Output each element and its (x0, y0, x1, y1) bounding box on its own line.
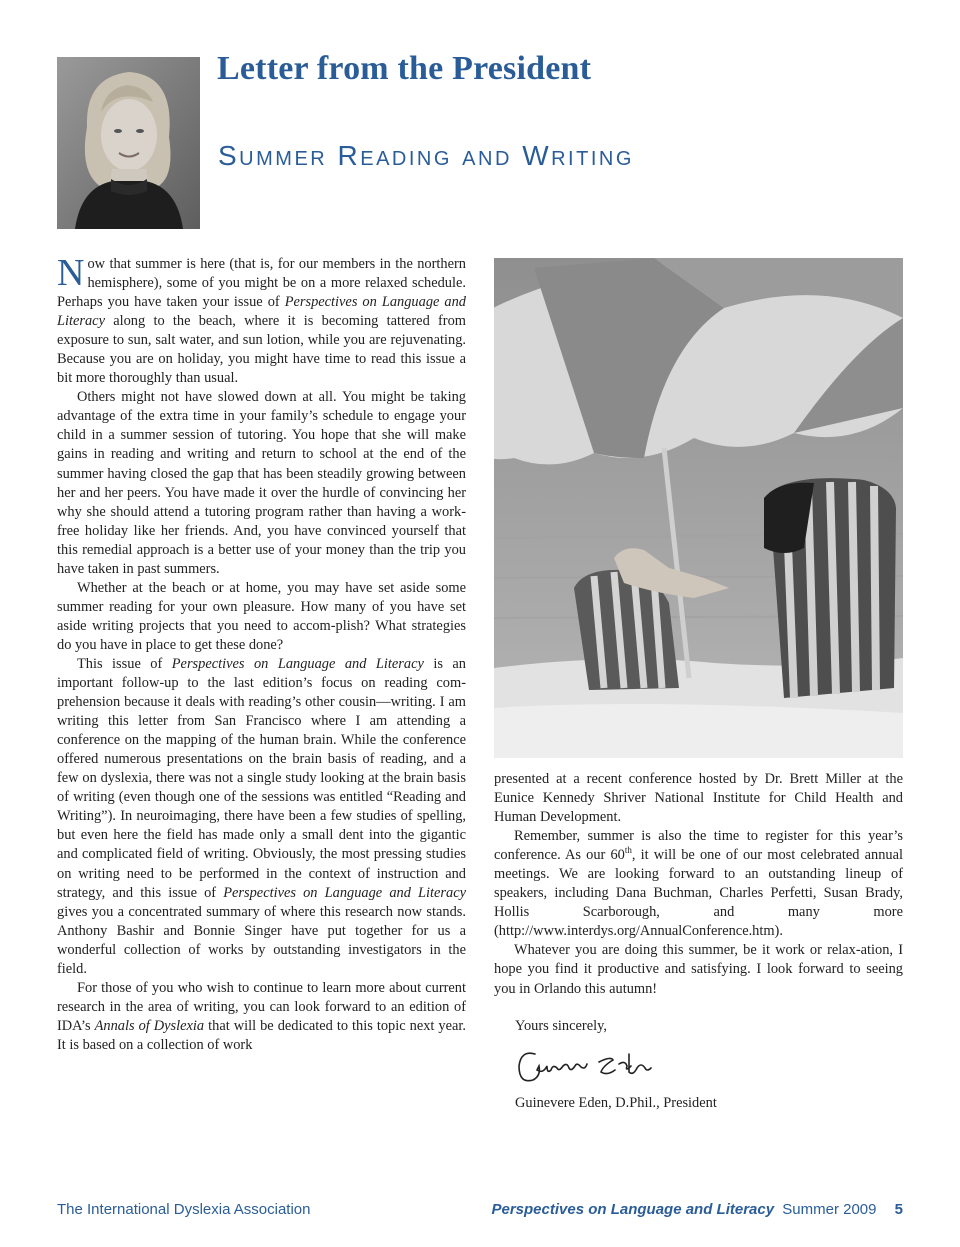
paragraph-1: Now that summer is here (that is, for our members in the northern hemisphere), some of you might be on a more relaxed schedule. Perhaps you have taken your issue of Perspectives on Language and Literacy along to the beach, where it is becoming tattered from exposure to sun, salt water, and sun lotion, while you are rejuvenating. Because you are on holiday, you might have time to read this issue a bit more thoroughly than usual. (57, 252, 466, 387)
paragraph-4: This issue of Perspectives on Language and Literacy is an important follow-up to the last edition’s focus on reading com-prehension because it deals with reading’s other cousin—writing. I am writing this letter from San Francisco where I am attending a conference on the mapping of the human brain. While the conference offered numerous presentations on the brain basis of reading, and a few on dyslexia, there was not a single study looking at the brain basis of writing (even though one of the sessions was entitled “Reading and Writing”). In neuroimaging, there have been a few studies of spelling, but even here the field has made only a small dent into the gigantic and complicated field of writing. Obviously, the most pressing studies on writing need to be performed in the context of instruction and strategy, and this issue of Perspectives on Language and Literacy gives you a concentrated summary of where this research now stands. Anthony Bashir and Bonnie Singer have put together for us a wonderful collection of works by outstanding investigators in the field. (57, 655, 466, 977)
president-portrait (57, 57, 200, 229)
page-number: 5 (894, 1201, 903, 1218)
signer-name: Guinevere Eden, D.Phil., President (515, 1095, 717, 1111)
paragraph-2: Others might not have slowed down at all. You might be taking advantage of the extra time in your family’s schedule to engage your child in a summer session of tutoring. You hope that she will make gains in reading and writing and return to school at the end of the summer having closed the gap that has been steadily growing between her and her peers. You have made it over the hurdle of convincing her why she should attend a tutoring program rather than having a work-free holiday like her friends. And, you have convinced yourself that this remedial approach is a better use of your money than the trip you have taken in past summers. (57, 389, 466, 577)
footer-publication-info (491, 1201, 903, 1218)
page-title: Letter from the President (217, 50, 592, 87)
footer-publication: Perspectives on Language and Literacy (491, 1201, 775, 1218)
paragraph-5: For those of you who wish to continue to learn more about current research in the area of writing, you can look forward to an edition of IDA’s Annals of Dyslexia that will be dedicated to this topic next year. It is based on a collection of work (57, 979, 466, 1053)
handwritten-signature (515, 1040, 655, 1090)
paragraph-8: Whatever you are doing this summer, be it work or relax-ation, I hope you find it productive and satisfying. I look forward to seeing you in Orlando this autumn! (494, 942, 903, 997)
paragraph-6: presented at a recent conference hosted by Dr. Brett Miller at the Eunice Kennedy Shriver National Institute for Child Health and Human Development. (494, 771, 903, 826)
letter-column-right (494, 770, 903, 999)
letter-column-left (57, 252, 466, 1055)
paragraph-7: Remember, summer is also the time to register for this year’s conference. As our 60th, it will be one of our most celebrated annual meetings. We are looking forward to an outstanding lineup of speakers, including Dana Buchman, Charles Perfetti, Susan Brady, Hollis Scarborough, and many more (http://www.interdys.org/AnnualConference.htm). (494, 828, 903, 940)
footer-organization: The International Dyslexia Association (57, 1201, 311, 1218)
drop-cap: N (57, 252, 85, 294)
closing-salutation: Yours sincerely, (515, 1018, 607, 1034)
page-subtitle: Summer Reading and Writing (218, 140, 634, 171)
footer-issue: Summer 2009 (782, 1201, 877, 1218)
beach-photo (494, 258, 903, 758)
paragraph-3: Whether at the beach or at home, you may have set aside some summer reading for your own pleasure. How many of you have set aside writing projects that you need to accom-plish? What strategies do you have in place to get these done? (57, 579, 466, 653)
beach-chair-right (764, 478, 896, 698)
